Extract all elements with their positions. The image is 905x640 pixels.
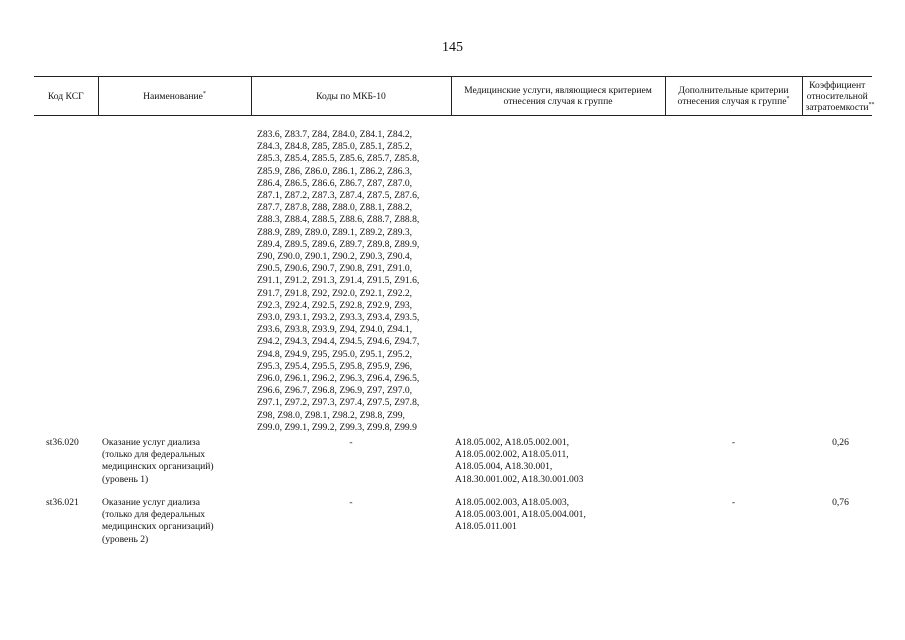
icd-code-line: Z97.1, Z97.2, Z97.3, Z97.4, Z97.5, Z97.8,: [257, 397, 420, 409]
cost-coefficient: 0,26: [832, 437, 849, 449]
icd-code-line: Z93.0, Z93.1, Z93.2, Z93.3, Z93.4, Z93.5,: [257, 312, 420, 324]
icd-code-line: Z88.9, Z89, Z89.0, Z89.1, Z89.2, Z89.3,: [257, 226, 413, 238]
icd-code-line: Z91.7, Z91.8, Z92, Z92.0, Z92.1, Z92.2,: [257, 287, 413, 299]
page-number: 145: [442, 40, 463, 55]
header-icd: Коды по МКБ-10: [251, 77, 451, 116]
icd-code-line: Z94.8, Z94.9, Z95, Z95.0, Z95.1, Z95.2,: [257, 348, 413, 360]
icd-code-line: Z85.3, Z85.4, Z85.5, Z85.6, Z85.7, Z85.8,: [257, 153, 420, 165]
icd-code-line: Z92.3, Z92.4, Z92.5, Z92.8, Z92.9, Z93,: [257, 299, 413, 311]
header-name: Наименование*: [98, 77, 251, 116]
icd-code-line: Z89.4, Z89.5, Z89.6, Z89.7, Z89.8, Z89.9,: [257, 238, 420, 250]
table-row: [34, 434, 872, 494]
table-row-continued: [34, 116, 872, 435]
icd-codes: -: [349, 437, 353, 449]
medical-services: A18.05.002, A18.05.002.001, A18.05.002.002, A18.05.011, A18.05.004, A18.30.001, A18.30.001.002, A18.30.001.003: [455, 437, 584, 485]
table-row: [34, 494, 872, 554]
footnote-mark: **: [868, 101, 875, 108]
icd-code-line: Z96.0, Z96.1, Z96.2, Z96.3, Z96.4, Z96.5,: [257, 373, 420, 385]
icd-code-line: Z85.9, Z86, Z86.0, Z86.1, Z86.2, Z86.3,: [257, 165, 413, 177]
header-code: Код КСГ: [34, 77, 98, 116]
additional-criteria: -: [731, 496, 736, 508]
header-services: Медицинские услуги, являющиеся критерием отнесения случая к группе: [451, 77, 665, 116]
icd-code-line: Z90.5, Z90.6, Z90.7, Z90.8, Z91, Z91.0,: [257, 263, 413, 275]
icd-code-line: Z87.1, Z87.2, Z87.3, Z87.4, Z87.5, Z87.6,: [257, 190, 420, 202]
icd-code-line: Z99.0, Z99.1, Z99.2, Z99.3, Z99.8, Z99.9: [257, 421, 417, 433]
icd-code-line: Z86.4, Z86.5, Z86.6, Z86.7, Z87, Z87.0,: [257, 177, 413, 189]
icd-code-line: Z87.7, Z87.8, Z88, Z88.0, Z88.1, Z88.2,: [257, 202, 413, 214]
icd-code-line: Z93.6, Z93.8, Z93.9, Z94, Z94.0, Z94.1,: [257, 324, 413, 336]
icd-codes: -: [349, 496, 353, 508]
icd-code-line: Z95.3, Z95.4, Z95.5, Z95.8, Z95.9, Z96,: [257, 360, 413, 372]
additional-criteria: -: [731, 437, 736, 449]
ksg-name: Оказание услуг диализа (только для федеральных медицинских организаций) (уровень 2): [102, 496, 214, 545]
footnote-mark: *: [786, 96, 790, 102]
icd-code-line: Z91.1, Z91.2, Z91.3, Z91.4, Z91.5, Z91.6,: [257, 275, 420, 287]
cost-coefficient: 0,76: [832, 496, 849, 508]
header-coef: Коэффициент относительной затратоемкости**: [802, 77, 872, 116]
medical-services: A18.05.002.003, A18.05.003, A18.05.003.001, A18.05.004.001, A18.05.011.001: [455, 496, 586, 533]
header-criteria: Дополнительные критерии отнесения случая к группе*: [665, 77, 802, 116]
ksg-code: st36.020: [46, 437, 79, 449]
ksg-table: [34, 76, 875, 554]
ksg-name: Оказание услуг диализа (только для федеральных медицинских организаций) (уровень 1): [102, 437, 214, 485]
icd-code-line: Z90, Z90.0, Z90.1, Z90.2, Z90.3, Z90.4,: [257, 251, 413, 263]
table-header: [34, 77, 875, 116]
icd-code-line: Z98, Z98.0, Z98.1, Z98.2, Z98.8, Z99,: [257, 409, 405, 421]
icd-code-line: Z96.6, Z96.7, Z96.8, Z96.9, Z97, Z97.0,: [257, 385, 413, 397]
icd-code-line: Z94.2, Z94.3, Z94.4, Z94.5, Z94.6, Z94.7,: [257, 336, 420, 348]
ksg-code: st36.021: [46, 496, 79, 508]
icd-code-line: Z88.3, Z88.4, Z88.5, Z88.6, Z88.7, Z88.8,: [257, 214, 420, 226]
footnote-mark: *: [202, 90, 206, 97]
icd-code-line: Z83.6, Z83.7, Z84, Z84.0, Z84.1, Z84.2,: [257, 129, 413, 140]
icd-code-line: Z84.3, Z84.8, Z85, Z85.0, Z85.1, Z85.2,: [257, 141, 413, 153]
icd-codes-cell: [251, 116, 451, 435]
